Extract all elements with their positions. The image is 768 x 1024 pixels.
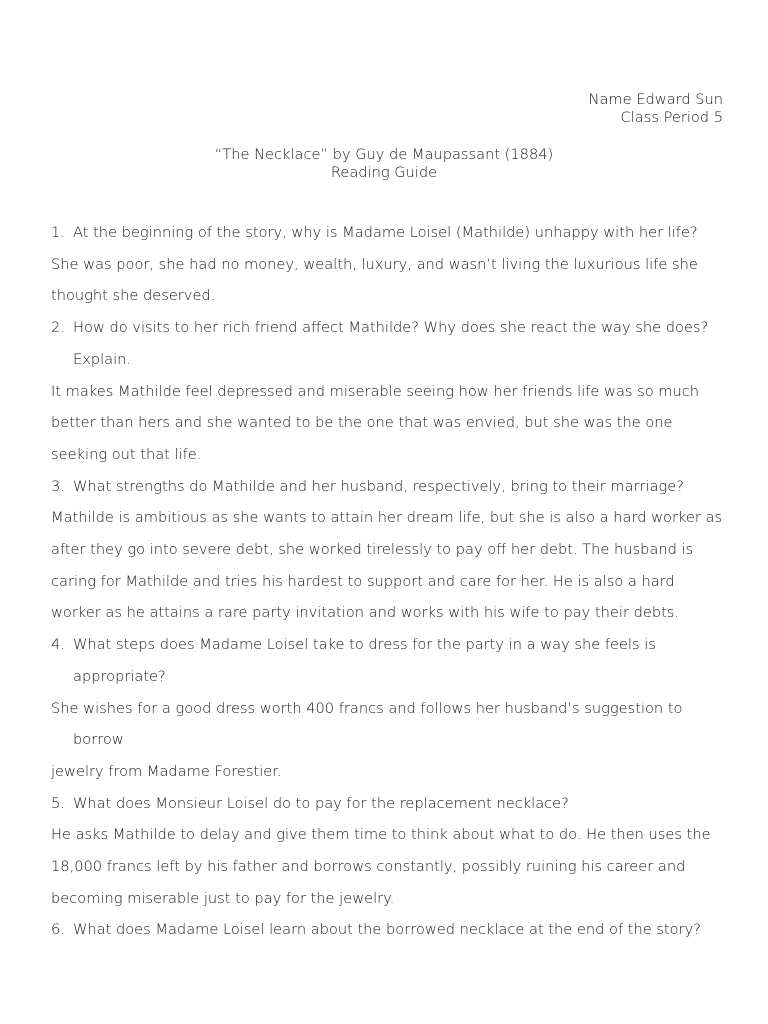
answer-line: jewelry from Madame Forestier. bbox=[51, 762, 282, 780]
question bbox=[51, 471, 726, 503]
answer bbox=[51, 819, 726, 914]
question-number: 3. bbox=[51, 477, 65, 495]
question-line: appropriate? bbox=[73, 667, 166, 685]
answer-line: He asks Mathilde to delay and give them time to think about what to do. He then uses the bbox=[51, 826, 711, 844]
question-text bbox=[73, 629, 726, 692]
answer-line: after they go into severe debt, she worked tirelessly to pay off her debt. The husband is bbox=[51, 541, 694, 559]
student-info bbox=[589, 91, 723, 127]
answer-line: It makes Mathilde feel depressed and miserable seeing how her friends life was so much bbox=[51, 382, 700, 400]
question-text bbox=[73, 217, 726, 249]
question-number: 4. bbox=[51, 636, 65, 654]
question-number: 6. bbox=[51, 921, 65, 939]
question-line: What steps does Madame Loisel take to dress for the party in a way she feels is bbox=[73, 636, 656, 654]
question-text bbox=[73, 788, 726, 820]
subtitle-line: Reading Guide bbox=[330, 164, 438, 181]
question-text bbox=[73, 471, 726, 503]
question-text bbox=[73, 914, 726, 946]
question-line: What does Monsieur Loisel do to pay for the replacement necklace? bbox=[73, 794, 569, 812]
question-number: 1. bbox=[51, 224, 65, 241]
question bbox=[51, 629, 726, 692]
answer-line: Mathilde is ambitious as she wants to attain her dream life, but she is also a hard worker as bbox=[51, 509, 723, 527]
reading-guide-body bbox=[51, 217, 726, 946]
answer-line: worker as he attains a rare party invitation and works with his wife to pay their debts. bbox=[51, 604, 680, 622]
answer bbox=[51, 693, 726, 788]
question-line: Explain. bbox=[73, 350, 132, 368]
question bbox=[51, 788, 726, 820]
answer-line: better than hers and she wanted to be the one that was envied, but she was the one bbox=[51, 414, 673, 432]
answer-line: caring for Mathilde and tries his hardest to support and care for her. He is also a hard bbox=[51, 572, 675, 590]
question-number: 5. bbox=[51, 794, 65, 812]
student-name: Name Edward Sun bbox=[588, 91, 723, 108]
question bbox=[51, 312, 726, 375]
question-number: 2. bbox=[51, 319, 65, 337]
answer bbox=[51, 376, 726, 471]
class-period: Class Period 5 bbox=[620, 109, 723, 126]
question bbox=[51, 217, 726, 249]
answer bbox=[51, 502, 726, 629]
question-line: What strengths do Mathilde and her husband, respectively, bring to their marriage? bbox=[73, 477, 684, 495]
question-line: How do visits to her rich friend affect Mathilde? Why does she react the way she does? bbox=[73, 319, 709, 337]
answer-line: She wishes for a good dress worth 400 francs and follows her husband’s suggestion to borrow bbox=[51, 699, 683, 749]
question-line: What does Madame Loisel learn about the borrowed necklace at the end of the story? bbox=[73, 921, 701, 939]
question bbox=[51, 914, 726, 946]
answer-line: thought she deserved. bbox=[51, 287, 216, 305]
answer-line: becoming miserable just to pay for the jewelry. bbox=[51, 889, 395, 907]
answer-line: 18,000 francs left by his father and borrows constantly, possibly ruining his career and bbox=[51, 858, 686, 876]
answer bbox=[51, 249, 726, 312]
question-line: At the beginning of the story, why is Madame Loisel (Mathilde) unhappy with her life? bbox=[73, 224, 698, 241]
answer-line: seeking out that life. bbox=[51, 445, 202, 463]
answer-line: She was poor, she had no money, wealth, luxury, and wasn’t living the luxurious life she bbox=[51, 255, 698, 273]
question-text bbox=[73, 312, 726, 375]
title-line: “The Necklace” by Guy de Maupassant (1884) bbox=[214, 146, 554, 163]
document-title bbox=[0, 146, 768, 182]
